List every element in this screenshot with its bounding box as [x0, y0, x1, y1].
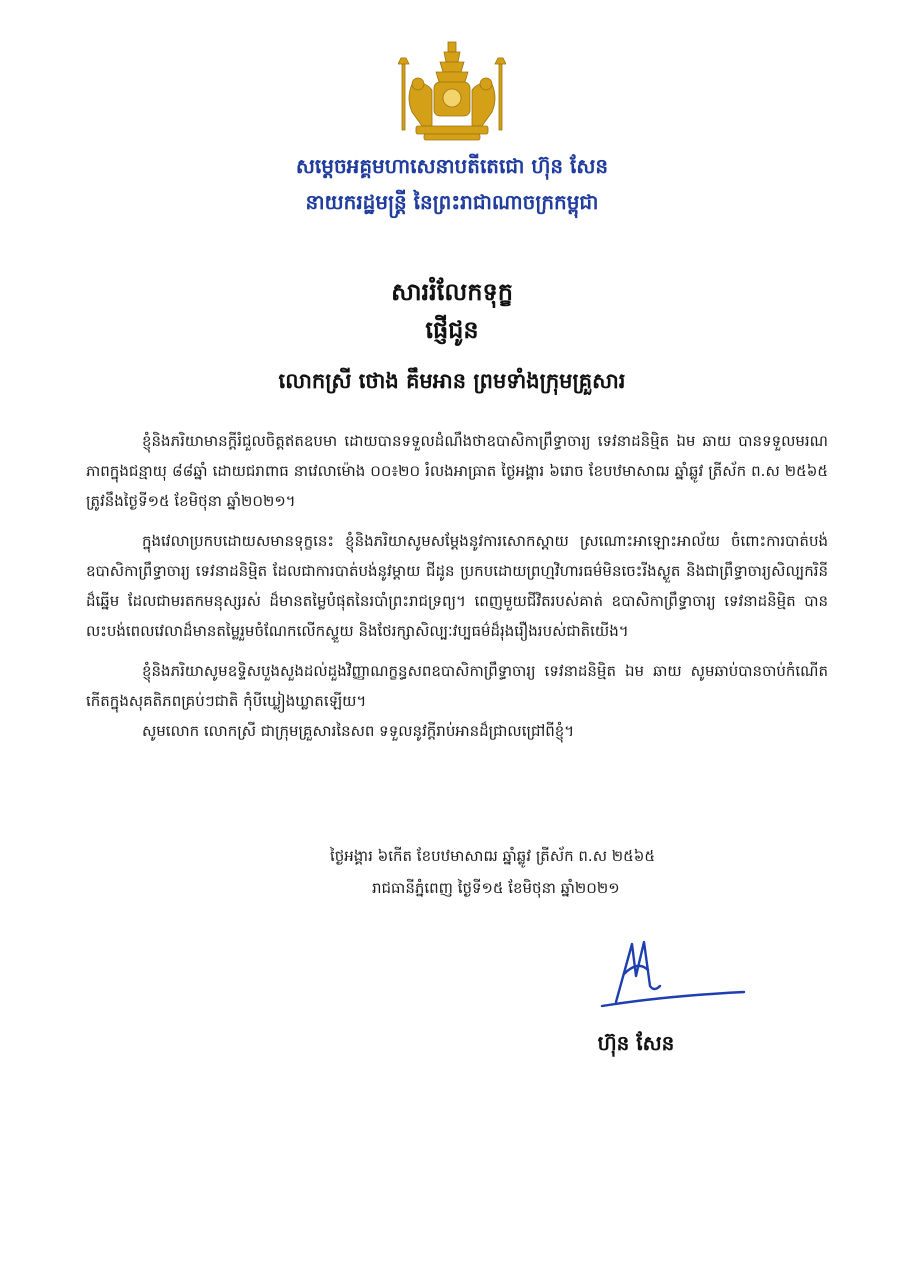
paragraph-1: ខ្ញុំនិងភរិយាមានក្តីរំជួលចិត្តឥតឧបមា ដោយបានទទួលដំណឹងថាឧបាសិកាព្រឹទ្ធាចារ្យ ទេវនាដនិម្មិត ឯម ឆាយ បានទទួលមរណភាពក្នុងជន្មាយុ ៨៨ឆ្នាំ ដោយជរាពាធ នាវេលាម៉ោង ០០៖២០ រំលងអាធ្រាត ថ្ងៃអង្គារ ៦រោច ខែបឋមាសាឍ ឆ្នាំឆ្លូវ ត្រីស័ក ព.ស ២៥៦៥ ត្រូវនឹងថ្ងៃទី១៥ ខែមិថុនា ឆ្នាំ២០២១។	[86, 432, 828, 510]
recipient-line: លោកស្រី ថោង គឹមអាន ព្រមទាំងក្រុមគ្រួសារ	[278, 369, 626, 393]
sender-title: នាយករដ្ឋមន្ត្រី នៃព្រះរាជាណាចក្រកម្ពុជា	[305, 190, 599, 214]
letter-subtitle: ផ្ញើជូន	[425, 316, 479, 344]
paragraph-2: ក្នុងវេលាប្រកបដោយសមានទុក្ខនេះ ខ្ញុំនិងភរិយាសូមសម្តែងនូវការសោកស្តាយ ស្រណោះអាឡោះអាល័យ ចំពោះការបាត់បង់ឧបាសិកាព្រឹទ្ធាចារ្យ ទេវនាដនិម្មិត ដែលជាការបាត់បង់នូវម្តាយ ជីដូន ប្រកបដោយព្រហ្មវិហារធម៌មិនចេះរីងស្ងួត និងជាព្រឹទ្ធាចារ្យសិល្បករិនីដ៏ឆ្នើម ដែលជាមរតកមនុស្សរស់ ដ៏មានតម្លៃបំផុតនៃរបាំព្រះរាជទ្រព្យ។ ពេញមួយជីវិតរបស់គាត់ ឧបាសិកាព្រឹទ្ធាចារ្យ ទេវនាដនិម្មិត បាន លះបង់ពេលវេលាដ៏មានតម្លៃរួមចំណែកលើកស្ទួយ និងថែរក្សាសិល្បៈវប្បធម៌ដ៏រុងរឿងរបស់ជាតិយើង។	[86, 532, 828, 640]
handwritten-signature	[594, 930, 754, 1010]
paragraph-4: សូមលោក លោកស្រី ជាក្រុមគ្រួសារនៃសព ទទួលនូវក្តីរាប់អានដ៏ជ្រាលជ្រៅពីខ្ញុំ។	[142, 722, 575, 740]
sender-name: សម្តេចអគ្គមហាសេនាបតីតេជោ ហ៊ុន សែន	[295, 154, 609, 178]
date-lunar: ថ្ងៃអង្គារ ៦កើត ខែបឋមាសាឍ ឆ្នាំឆ្លូវ ត្រីស័ក ព.ស ២៥៦៥	[330, 847, 655, 865]
letter-title: សាររំលែកទុក្ខ	[391, 278, 513, 306]
signer-name: ហ៊ុន សែន	[597, 1031, 675, 1055]
paragraph-3: ខ្ញុំនិងភរិយាសូមឧទ្ទិសបួងសួងដល់ដួងវិញ្ញាណក្ខន្ធសពឧបាសិកាព្រឹទ្ធាចារ្យ ទេវនាដនិម្មិត ឯម ឆាយ សូមឆាប់បានចាប់កំណើតកើតក្នុងសុគតិភពគ្រប់ៗជាតិ កុំបីឃ្លៀងឃ្លាតឡើយ។	[86, 662, 828, 710]
date-block	[306, 840, 826, 904]
royal-emblem-icon	[398, 40, 506, 144]
date-solar: រាជធានីភ្នំពេញ ថ្ងៃទី១៥ ខែមិថុនា ឆ្នាំ២០២១	[372, 879, 620, 897]
letter-body	[86, 426, 828, 756]
